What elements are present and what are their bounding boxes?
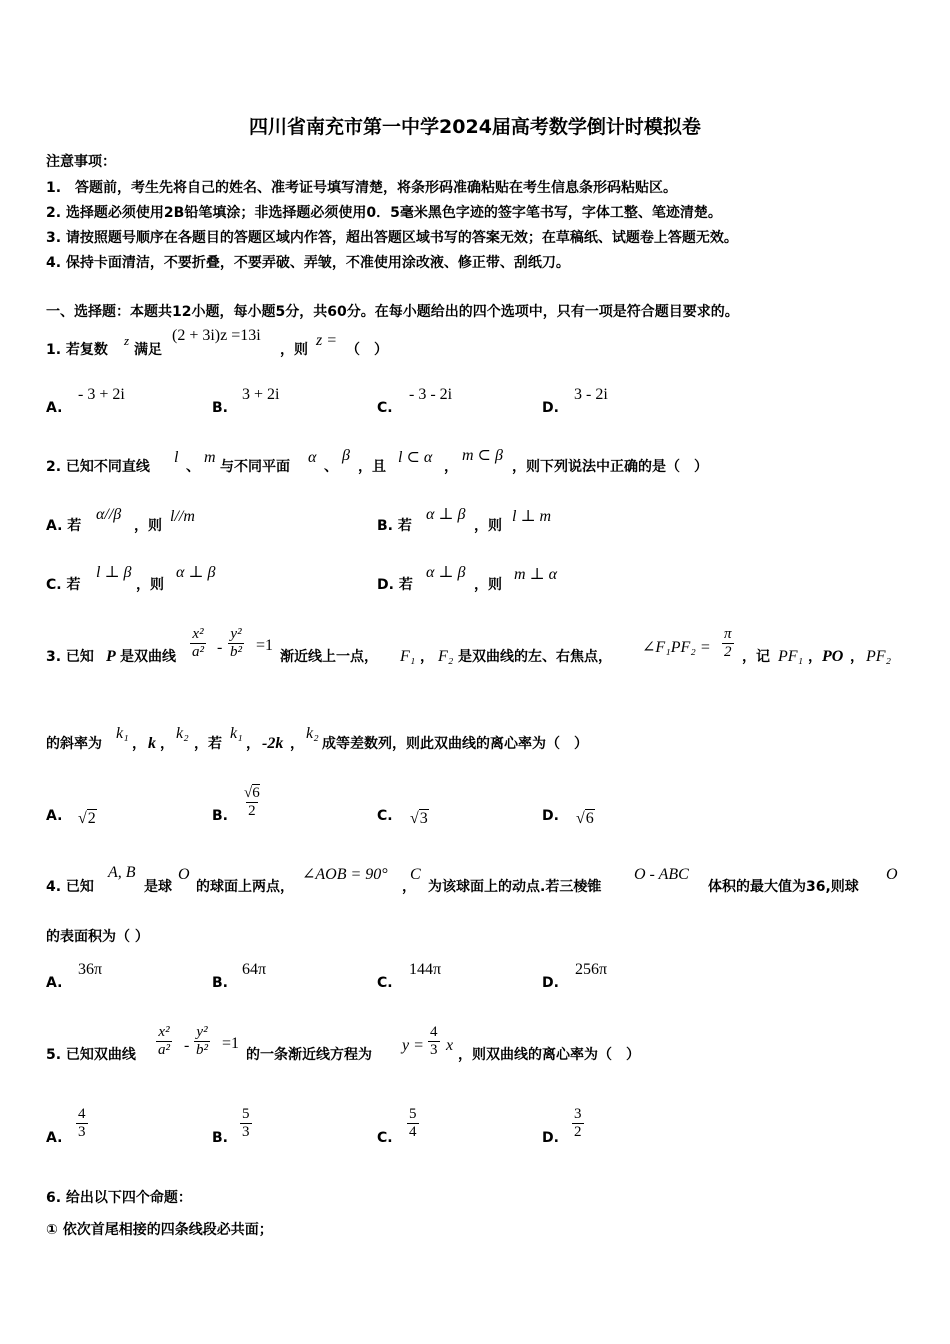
q1-option-d[interactable]: 3 - 2i [574, 386, 608, 403]
q3-stem-part: ，记 [742, 649, 770, 665]
q3-frac-x [190, 626, 206, 661]
q4-stem-part: 体积的最大值为36,则球 [708, 879, 859, 895]
q2-var-l: l [174, 449, 179, 466]
q5-minus: - [184, 1037, 190, 1054]
q2-then: ，则 [474, 518, 502, 534]
q4-stem-part: 是球 [144, 879, 172, 895]
q3-frac-y [228, 626, 244, 661]
q5-y: y = [402, 1037, 424, 1054]
q2-option-label[interactable]: D. 若 [377, 577, 413, 593]
frac-denominator: a² [158, 1042, 170, 1058]
q4-angle: ∠AOB = 90° [302, 866, 388, 883]
q2-stem-part: ，则下列说法中正确的是（ ） [512, 459, 708, 475]
q5-option-b[interactable] [240, 1106, 252, 1141]
frac-denominator: 2 [574, 1124, 582, 1140]
q3-sep: ， [132, 736, 146, 752]
q2-stem-part: 2. 已知不同直线 [46, 459, 150, 475]
q3-stem-part: 3. 已知 [46, 649, 94, 665]
frac-numerator: y² [230, 626, 242, 642]
q1-option-c[interactable]: - 3 - 2i [409, 386, 453, 403]
q2-option-label[interactable]: C. 若 [46, 577, 81, 593]
q5-option-label[interactable]: B. [212, 1130, 228, 1146]
q4-option-d[interactable]: 256π [575, 961, 608, 978]
q3-k2: k₂ [176, 725, 189, 742]
radicand: 6 [585, 810, 594, 827]
frac-denominator: 4 [409, 1124, 417, 1140]
q3-stem-part: ， [808, 649, 822, 665]
q2-a-conc[interactable]: l//m [170, 508, 195, 525]
q2-c-conc[interactable]: α ⊥ β [176, 564, 216, 581]
q1-stem-part: 1. 若复数 [46, 342, 108, 358]
q1-equation: (2 + 3i)z =13i [172, 327, 261, 344]
q1-option-label[interactable]: B. [212, 400, 228, 416]
q5-stem-part: ，则双曲线的离心率为（ ） [458, 1047, 640, 1063]
q2-stem-part: ， [444, 459, 458, 475]
q4-option-label[interactable]: D. [542, 975, 559, 991]
q3-F2: F₂ [438, 648, 454, 665]
frac-numerator: π [724, 626, 732, 642]
q4-O: O [178, 866, 190, 883]
q2-stem-part: 与不同平面 [220, 459, 290, 475]
page-title: 四川省南充市第一中学2024届高考数学倒计时模拟卷 [249, 116, 701, 138]
q2-stem-part: ，且 [358, 459, 386, 475]
frac-numerator: y² [196, 1024, 208, 1040]
q4-option-label[interactable]: A. [46, 975, 63, 991]
q3-sep: ，若 [194, 736, 222, 752]
q2-stem-part: 、 [324, 459, 338, 475]
q5-option-d[interactable] [572, 1106, 584, 1141]
q4-stem-part: 的球面上两点， [196, 879, 294, 895]
q3-minus: - [217, 639, 223, 656]
q5-option-label[interactable]: C. [377, 1130, 393, 1146]
q1-z-eq: z = [316, 332, 338, 349]
q3-k1: k₁ [230, 725, 243, 742]
q4-option-label[interactable]: C. [377, 975, 393, 991]
q4-stem-part: 4. 已知 [46, 879, 94, 895]
q2-d-conc[interactable]: m ⊥ α [514, 566, 557, 583]
frac-denominator: a² [192, 644, 204, 660]
q2-d-cond[interactable]: α ⊥ β [426, 564, 466, 581]
q3-stem-part: 渐近线上一点， [280, 649, 378, 665]
q1-stem-part: ，则 [280, 342, 308, 358]
q2-cond-2: m ⊂ β [462, 447, 503, 464]
q1-stem-part: 满足 [134, 342, 162, 358]
q3-sep: ， [290, 736, 304, 752]
q4-AB: A, B [108, 864, 136, 881]
q2-var-alpha: α [308, 449, 317, 466]
frac-denominator: b² [230, 644, 242, 660]
q1-var-z: z [124, 333, 130, 348]
q1-stem-part: （ ） [346, 342, 388, 358]
notice-item: 4. 保持卡面清洁，不要折叠，不要弄破、弄皱，不准使用涂改液、修正带、刮纸刀。 [46, 255, 570, 271]
q2-cond-1: l ⊂ α [398, 449, 433, 466]
q3-option-c[interactable]: √3 [410, 810, 428, 827]
q3-option-label[interactable]: A. [46, 808, 63, 824]
q1-option-a[interactable]: - 3 + 2i [78, 386, 125, 403]
q3-stem-part: 是双曲线的左、右焦点， [458, 649, 612, 665]
radicand: 2 [87, 810, 96, 827]
frac-numerator: 3 [574, 1106, 582, 1122]
q5-stem-part: 的一条渐近线方程为 [246, 1047, 372, 1063]
q5-slope [428, 1024, 440, 1059]
q5-frac-y [194, 1024, 210, 1059]
q2-option-label[interactable]: A. 若 [46, 518, 82, 534]
q3-stem-part: 是双曲线 [120, 649, 176, 665]
q3-k1: k₁ [116, 725, 129, 742]
q3-option-a[interactable]: √2 [78, 810, 96, 827]
q1-option-label[interactable]: A. [46, 400, 63, 416]
q4-O: O [886, 866, 898, 883]
q1-option-b[interactable]: 3 + 2i [242, 386, 280, 403]
q3-F1: F₁ [400, 648, 416, 665]
frac-numerator: 5 [242, 1106, 250, 1122]
frac-numerator: 4 [78, 1106, 86, 1122]
q4-stem-part: ， [402, 879, 416, 895]
frac-denominator: 3 [430, 1042, 438, 1058]
q4-option-c[interactable]: 144π [409, 961, 442, 978]
q1-option-label[interactable]: D. [542, 400, 559, 416]
q3-sep: ， [246, 736, 260, 752]
q4-stem-part: 为该球面上的动点.若三棱锥 [428, 879, 602, 895]
q5-frac-x [156, 1024, 172, 1059]
q2-c-cond[interactable]: l ⊥ β [96, 564, 132, 581]
radicand: 6 [252, 785, 260, 801]
notice-item: 3. 请按照题号顺序在各题目的答题区域内作答，超出答题区域书写的答案无效；在草稿纸、试题卷上答题无效。 [46, 230, 738, 246]
q3-stem-part: ， [420, 649, 434, 665]
q3-option-label[interactable]: C. [377, 808, 393, 824]
q4-tetra: O - ABC [634, 866, 689, 883]
q5-option-label[interactable]: A. [46, 1130, 63, 1146]
q2-b-conc[interactable]: l ⊥ m [512, 508, 552, 525]
section-heading: 一、选择题：本题共12小题，每小题5分，共60分。在每小题给出的四个选项中，只有一项是符合题目要求的。 [46, 304, 739, 320]
q3-var-P: P [106, 648, 116, 665]
q3-option-label[interactable]: D. [542, 808, 559, 824]
q3-stem-part: ， [850, 649, 864, 665]
q3-PF2: PF₂ [866, 648, 892, 665]
q3-line2: 的斜率为 [46, 736, 102, 752]
frac-denominator: 2 [724, 644, 732, 660]
q3-line2: 成等差数列，则此双曲线的离心率为（ ） [322, 736, 588, 752]
frac-denominator: 2 [248, 803, 256, 819]
q2-then: ，则 [136, 577, 164, 593]
q6-item-1: ① 依次首尾相接的四条线段必共面； [46, 1222, 273, 1238]
notice-item: 2. 选择题必须使用2B铅笔填涂；非选择题必须使用0．5毫米黑色字迹的签字笔书写，字体工整、笔迹清楚。 [46, 205, 722, 221]
q5-x: x [446, 1037, 454, 1054]
q2-var-m: m [204, 449, 216, 466]
notice-item: 1. 答题前，考生先将自己的姓名、准考证号填写清楚，将条形码准确粘贴在考生信息条形码粘贴区。 [46, 180, 678, 196]
frac-denominator: b² [196, 1042, 208, 1058]
q4-option-label[interactable]: B. [212, 975, 228, 991]
frac-numerator: x² [192, 626, 204, 642]
q2-then: ，则 [474, 577, 502, 593]
q5-option-a[interactable] [76, 1106, 88, 1141]
q3-k2: k₂ [306, 725, 319, 742]
q5-stem-part: 5. 已知双曲线 [46, 1047, 136, 1063]
q3-PO: PO [822, 648, 844, 665]
q3-sep: ， [160, 736, 174, 752]
q4-line2: 的表面积为（ ） [46, 929, 149, 945]
q3-option-b[interactable]: $\frac{√6}{2}$ [244, 785, 260, 819]
q2-option-label[interactable]: B. 若 [377, 518, 412, 534]
q4-option-b[interactable]: 64π [242, 961, 267, 978]
frac-numerator: x² [158, 1024, 170, 1040]
q3-eq1: =1 [256, 637, 274, 654]
q6-stem: 6. 给出以下四个命题： [46, 1190, 192, 1206]
q3-minus-2k: -2k [262, 735, 284, 752]
q3-k: k [148, 735, 156, 752]
q2-then: ，则 [134, 518, 162, 534]
radicand: 3 [419, 810, 428, 827]
q2-var-beta: β [342, 447, 350, 464]
q3-option-label[interactable]: B. [212, 808, 228, 824]
q1-option-label[interactable]: C. [377, 400, 393, 416]
frac-denominator: 3 [78, 1124, 86, 1140]
q2-stem-part: 、 [186, 459, 200, 475]
q4-option-a[interactable]: 36π [78, 961, 103, 978]
q2-a-cond[interactable]: α//β [96, 506, 122, 523]
q4-C: C [410, 866, 421, 883]
q5-option-c[interactable] [407, 1106, 419, 1141]
frac-numerator: 4 [430, 1024, 438, 1040]
q3-frac-pi [722, 626, 734, 661]
q3-angle: ∠F₁PF₂ = [642, 639, 711, 656]
q5-eq1: =1 [222, 1035, 240, 1052]
q3-PF1: PF₁ [778, 648, 804, 665]
q5-option-label[interactable]: D. [542, 1130, 559, 1146]
q2-b-cond[interactable]: α ⊥ β [426, 506, 466, 523]
frac-denominator: 3 [242, 1124, 250, 1140]
frac-numerator: 5 [409, 1106, 417, 1122]
q3-option-d[interactable]: √6 [576, 810, 594, 827]
notice-heading: 注意事项： [46, 154, 116, 170]
